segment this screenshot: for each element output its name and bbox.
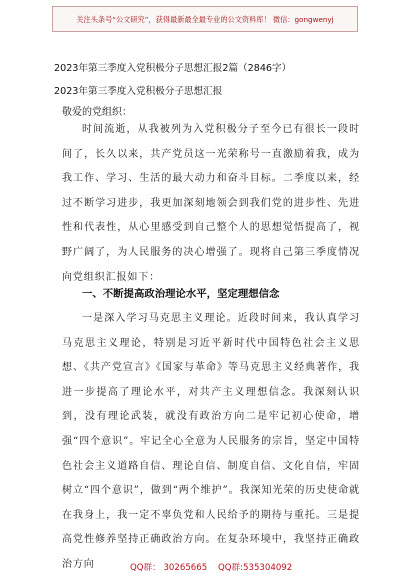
salutation: 敬爱的党组织： (62, 107, 132, 118)
section-heading: 一、不断提高政治理论水平，坚定理想信念 (82, 288, 280, 300)
footer-qq-group-2: QQ群:535304092 (218, 563, 293, 573)
document-subtitle: 2023年第三季度入党积极分子思想汇报 (54, 86, 223, 97)
footer-qq-group-1: QQ群： 30265665 (130, 563, 208, 573)
document-title: 2023年第三季度入党积极分子思想汇报2篇（2846字） (54, 63, 292, 74)
header-banner: 关注头条号“公文研究”，获得最新最全最专业的公文资料库！ 微信：gongwenyj (52, 6, 358, 32)
footer (0, 556, 408, 580)
body-paragraph-1: 时间流逝，从我被列为入党积极分子至今已有很长一段时间了，长久以来，共产党员这一光荣称号一直激励着我，成为我工作、学习、生活的最大动力和奋斗目标。二季度以来，经过不断学习进步，我更加深刻地领会到我们党的进步性、先进性和代表性，从心里感受到自己整个人的思想觉悟提高了，视野广阔了，为人民服务的决心增强了。现将自己第三季度情况向党组织汇报如下： (62, 124, 360, 283)
body-paragraph-2: 一是深入学习马克思主义理论。近段时间来，我认真学习马克思主义理论，特别是习近平新时代中国特色社会主义思想、《共产党宣言》《国家与革命》等马克思主义经典著作，我进一步提高了理论水平，对共产主义理想信念。我深刻认识到，没有理论武装，就没有政治方向二是牢记初心使命，增强“四个意识”。牢记全心全意为人民服务的宗旨，坚定中国特色社会主义道路自信、理论自信、制度自信、文化自信，牢固树立“四个意识”，做到“两个维护”。我深知光荣的历史使命就在我身上，我一定不辜负党和人民给予的期待与重托。三是提高党性修养坚持正确政治方向。在复杂环境中，我坚持正确政治方向 (62, 313, 360, 570)
